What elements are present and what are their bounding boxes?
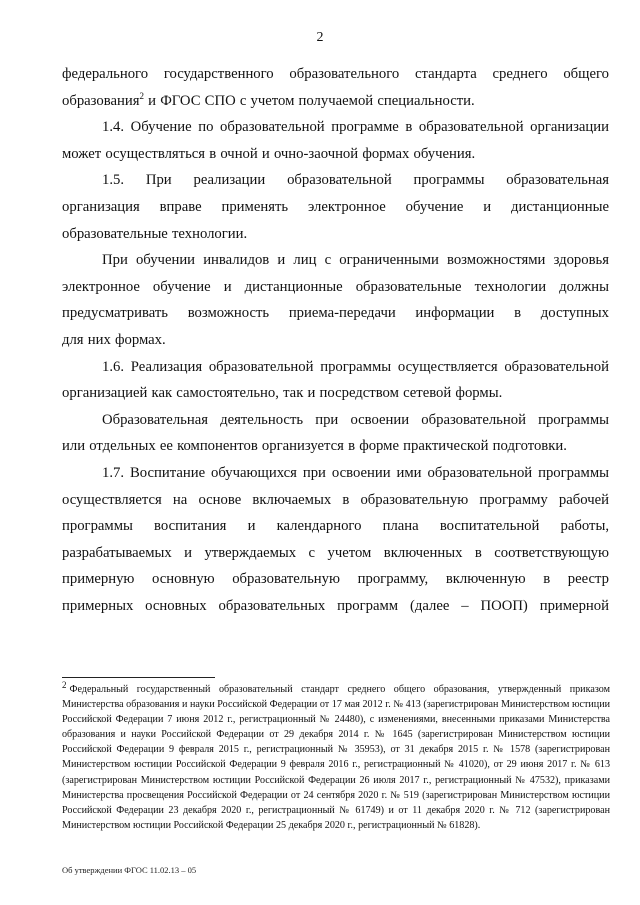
footnote-text: Федеральный государственный образовательный стандарт среднего общего образования, утвержденный приказом Министерства образования и науки Российской Федерации от 17 мая 2012 г. № 413 (зарегистрирован Министерством юстиции Российской Федерации 7 июня 2012 г., регистрационный № 24480), с изменениями, внесенными приказами Министерства образования и науки Российской Федерации от 29 декабря 2014 г. № 1645 (зарегистрирован Министерством юстиции Российской Федерации 9 февраля 2015 г., регистрационный № 35953), от 31 декабря 2015 г. № 1578 (зарегистрирован Министерством юстиции Российской Федерации 9 февраля 2016 г., регистрационный № 41020), от 29 июня 2017 г. № 613 (зарегистрирован Министерством юстиции Российской Федерации 26 июля 2017 г., регистрационный № 47532), приказами Министерства просвещения Российской Федерации от 24 сентября 2020 г. № 519 (зарегистрирован Министерством юстиции Российской Федерации 23 декабря 2020 г., регистрационный № 61749) и от 11 декабря 2020 г. № 712 (зарегистрирован Министерством юстиции Российской Федерации 25 декабря 2020 г., регистрационный № 61828). <box>62 684 610 831</box>
paragraph-4-line-3: предусматривать возможность приема-передачи информации в доступных <box>62 305 609 322</box>
paragraph-2-line-1: 1.4. Обучение по образовательной программе в образовательной организации <box>102 119 609 136</box>
footnote-reference: 2 <box>139 90 144 101</box>
paragraph-5-line-2: организацией как самостоятельно, так и посредством сетевой формы. <box>62 385 503 402</box>
paragraph-4-line-4: для них формах. <box>62 331 166 348</box>
document-footer: Об утверждении ФГОС 11.02.13 – 05 <box>62 865 197 875</box>
paragraph-6-line-1: Образовательная деятельность при освоении образовательной программы <box>102 411 609 428</box>
body-text <box>62 61 609 619</box>
paragraph-4-line-2: электронное обучение и дистанционные образовательные технологии должны <box>62 278 609 295</box>
paragraph-6-line-2: или отдельных ее компонентов организуется в форме практической подготовки. <box>62 438 567 455</box>
paragraph-3-line-3: образовательные технологии. <box>62 225 248 242</box>
footnote <box>62 679 610 833</box>
paragraph-2-line-2: может осуществляться в очной и очно-заочной формах обучения. <box>62 145 476 162</box>
paragraph-5-line-1: 1.6. Реализация образовательной программы осуществляется образовательной <box>102 358 609 375</box>
paragraph-7-line-4: разрабатываемых и утверждаемых с учетом включенных в соответствующую <box>62 544 609 561</box>
footnote-separator <box>62 677 215 678</box>
footnote-mark: 2 <box>62 679 67 690</box>
paragraph-7-line-3: программы воспитания и календарного плана воспитательной работы, <box>62 518 609 535</box>
page-number: 2 <box>316 30 324 45</box>
paragraph-4-line-1: При обучении инвалидов и лиц с ограниченными возможностями здоровья <box>102 252 609 269</box>
paragraph-3-line-1: 1.5. При реализации образовательной программы образовательная <box>102 172 609 189</box>
paragraph-1-line-2: образования$^2$ и ФГОС СПО с учетом получаемой специальности. <box>62 90 475 109</box>
paragraph-7-line-5: примерную основную образовательную программу, включенную в реестр <box>62 571 609 588</box>
paragraph-1-line-1: федерального государственного образовательного стандарта среднего общего <box>62 66 609 82</box>
paragraph-3-line-2: организация вправе применять электронное обучение и дистанционные <box>62 198 609 215</box>
paragraph-7-line-1: 1.7. Воспитание обучающихся при освоении ими образовательной программы <box>102 464 609 481</box>
paragraph-7-line-2: осуществляется на основе включаемых в образовательную программу рабочей <box>62 491 609 508</box>
paragraph-7-line-6: примерных основных образовательных программ (далее – ПООП) примерной <box>62 597 609 614</box>
